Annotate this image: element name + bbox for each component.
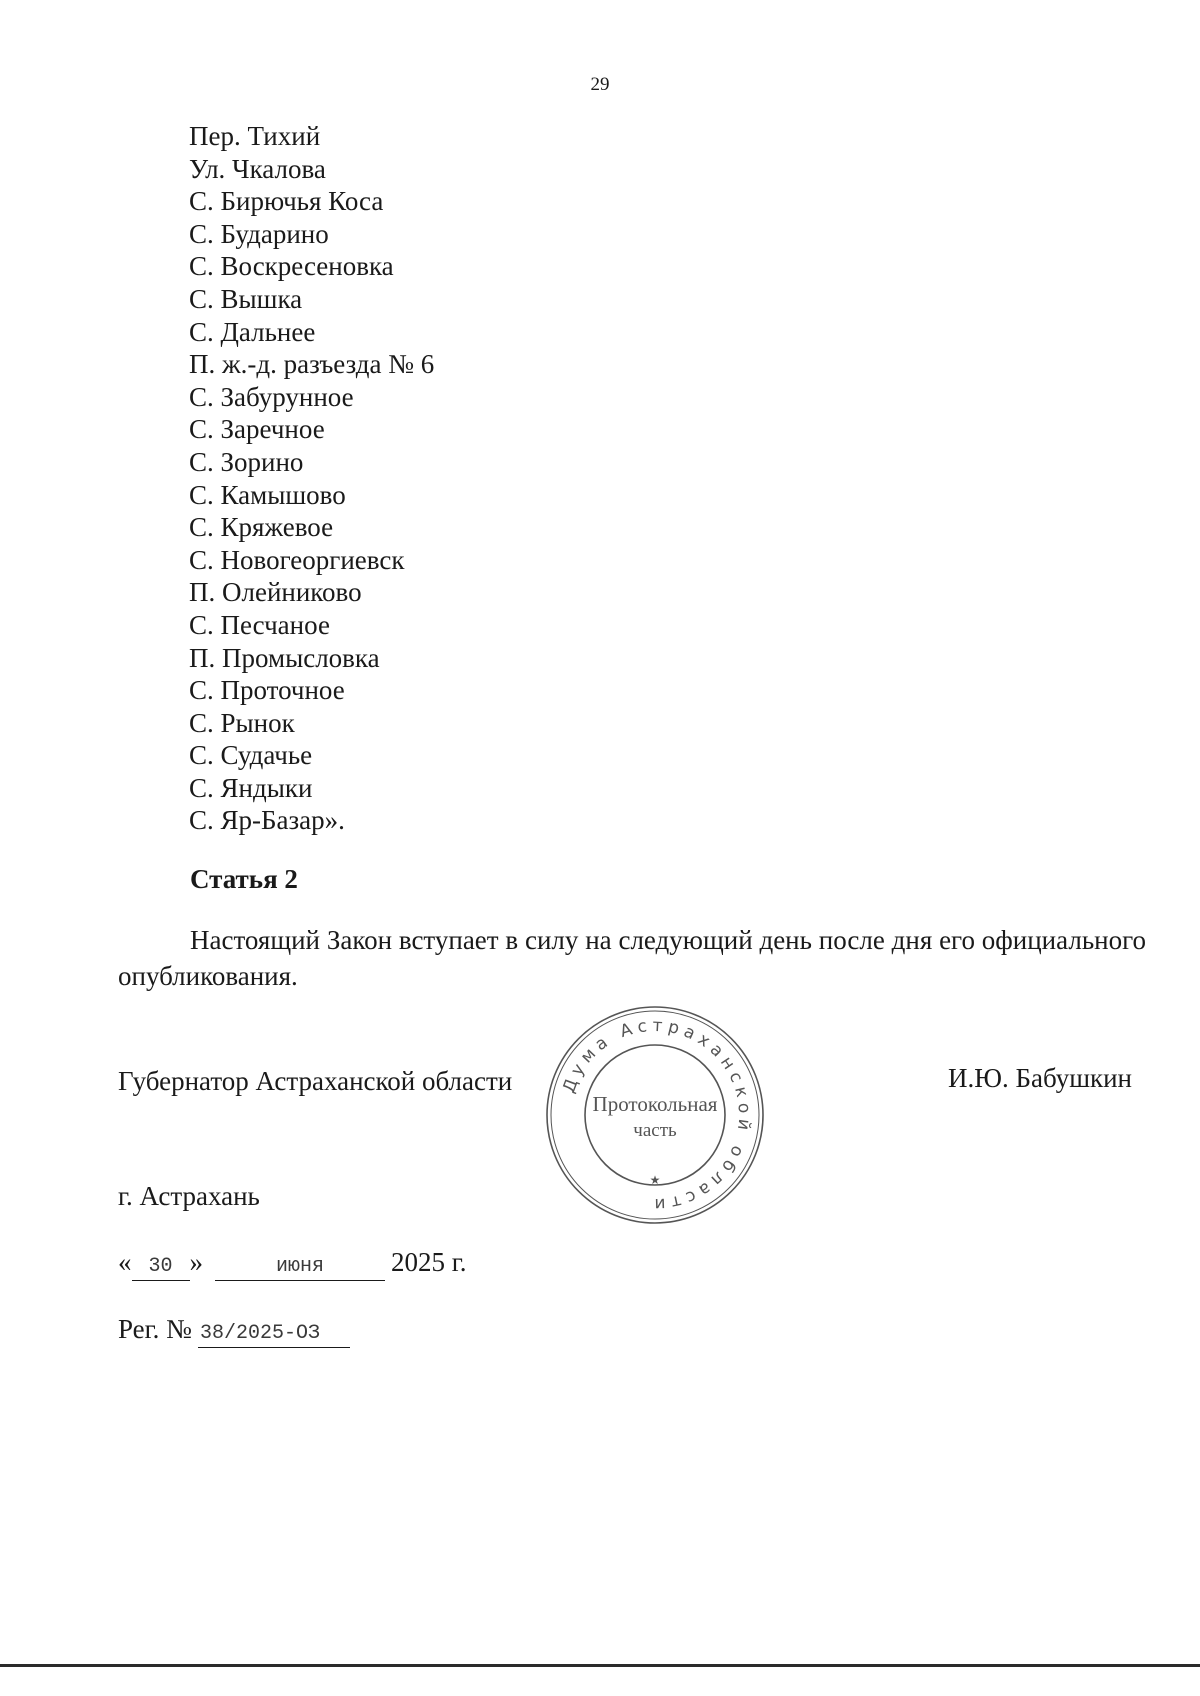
list-item: С. Забурунное <box>189 381 354 412</box>
list-item: С. Кряжевое <box>189 512 334 543</box>
article-heading: Статья 2 <box>190 864 298 894</box>
list-item: С. Дальнее <box>189 316 316 347</box>
list-item: С. Рынок <box>189 707 295 738</box>
stamp-ring-text: Дума Астраханской области <box>559 1015 755 1215</box>
list-item: Пер. Тихий <box>189 121 321 151</box>
places-list <box>189 120 434 837</box>
official-stamp <box>542 1002 768 1228</box>
list-item: С. Заречное <box>189 414 325 445</box>
list-item: С. Вышка <box>189 283 303 314</box>
list-item: С. Новогеоргиевск <box>189 544 405 575</box>
signatory-title: Губернатор Астраханской области <box>118 1066 513 1096</box>
stamp-center-line1: Протокольная <box>592 1092 718 1116</box>
registration-label: Рег. № <box>118 1314 192 1344</box>
date-close-quote: » <box>189 1247 203 1277</box>
list-item: С. Яндыки <box>189 772 313 803</box>
date-day-field: 30 <box>132 1254 190 1281</box>
list-item: С. Проточное <box>189 675 345 706</box>
signatory-name: И.Ю. Бабушкин <box>948 1063 1133 1093</box>
list-item: С. Воскресеновка <box>189 251 394 282</box>
article-body: Настоящий Закон вступает в силу на следующий день после дня его официального опубликования. <box>118 925 1146 991</box>
list-item: С. Камышово <box>189 479 346 510</box>
stamp-star-icon: ★ <box>649 1173 661 1187</box>
city-label: г. Астрахань <box>118 1181 260 1211</box>
stamp-center-line2: часть <box>633 1120 677 1141</box>
list-item: П. Промысловка <box>189 642 380 673</box>
date-line <box>118 1247 467 1281</box>
date-year: 2025 г. <box>391 1247 467 1277</box>
page-bottom-rule <box>0 1664 1200 1667</box>
registration-number-field: 38/2025-ОЗ <box>198 1321 350 1348</box>
date-month-field: июня <box>215 1254 385 1281</box>
list-item: С. Зорино <box>189 446 304 477</box>
page-number: 29 <box>590 74 610 95</box>
date-open-quote: « <box>118 1247 132 1277</box>
list-item: С. Бударино <box>189 218 329 249</box>
registration-line <box>118 1314 350 1348</box>
list-item: Ул. Чкалова <box>189 153 326 184</box>
list-item: П. Олейниково <box>189 577 362 608</box>
list-item: С. Песчаное <box>189 609 330 640</box>
list-item: П. ж.-д. разъезда № 6 <box>189 349 435 380</box>
list-item: С. Судачье <box>189 740 313 771</box>
list-item: С. Бирючья Коса <box>189 186 384 217</box>
list-item: С. Яр-Базар». <box>189 805 345 836</box>
